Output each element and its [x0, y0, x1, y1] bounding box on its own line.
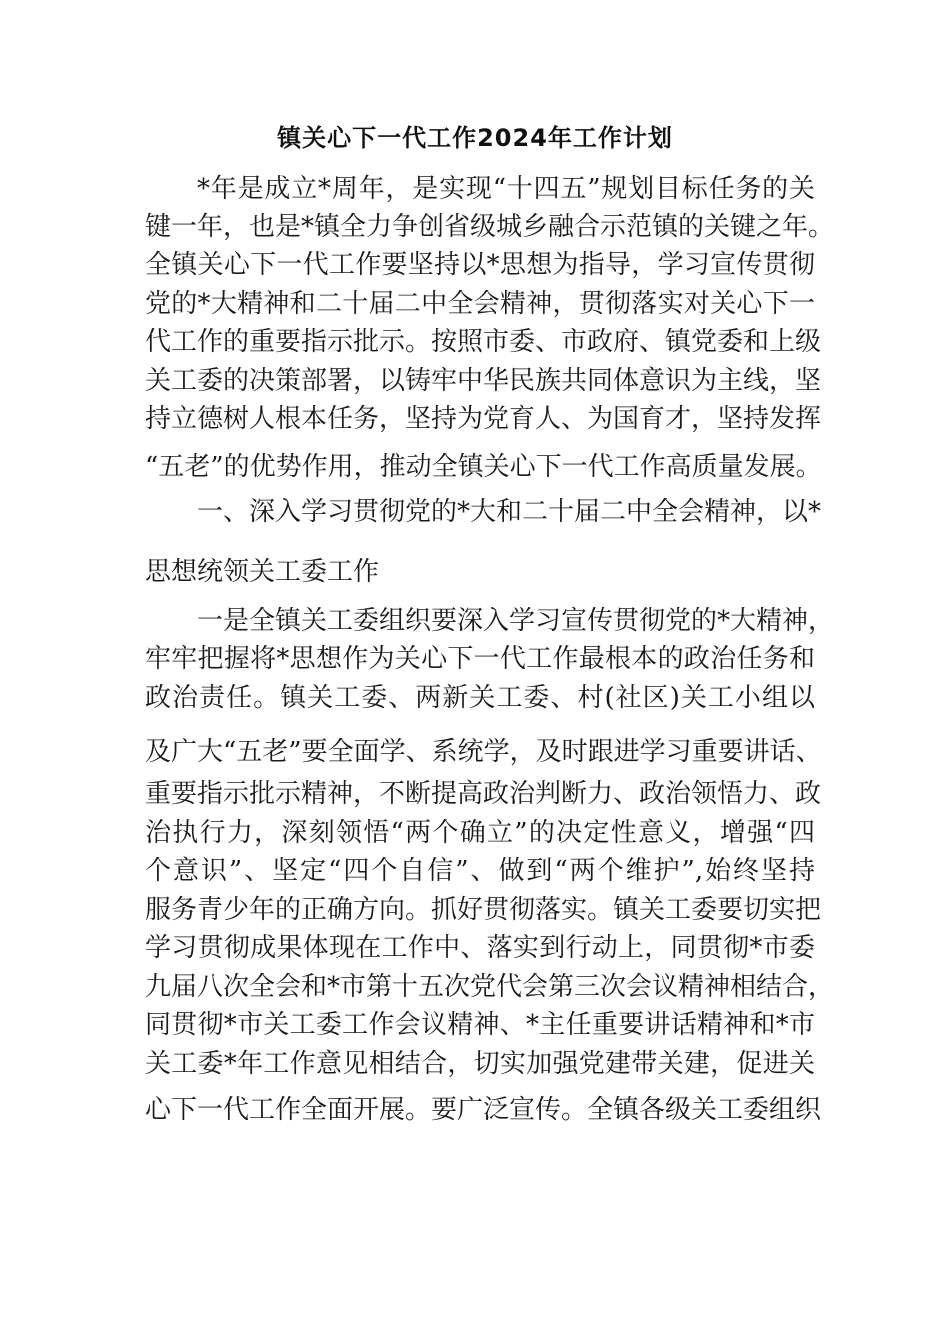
document-title: 镇关心下一代工作2024年工作计划 [277, 124, 673, 152]
section-heading-line: 一、深入学习贯彻党的*大和二十届二中全会精神，以* [197, 497, 822, 527]
paragraph-line: 牢牢把握将*思想作为关心下一代工作最根本的政治任务和 [145, 644, 815, 674]
paragraph-line: 心下一代工作全面开展。要广泛宣传。全镇各级关工委组织 [145, 1095, 822, 1125]
paragraph-line: 党的*大精神和二十届二中全会精神，贯彻落实对关心下一 [145, 289, 815, 319]
paragraph-line: *年是成立*周年，是实现“十四五”规划目标任务的关 [197, 174, 815, 204]
paragraph-line: 服务青少年的正确方向。抓好贯彻落实。镇关工委要切实把 [145, 895, 822, 925]
paragraph-line: 学习贯彻成果体现在工作中、落实到行动上，同贯彻*市委 [145, 933, 815, 963]
paragraph-line: 个意识”、坚定“四个自信”、做到“两个维护”,始终坚持 [145, 856, 815, 886]
paragraph-line: 键一年，也是*镇全力争创省级城乡融合示范镇的关键之年。 [145, 212, 835, 242]
paragraph-line: 代工作的重要指示批示。按照市委、市政府、镇党委和上级 [145, 327, 822, 357]
paragraph-line: 同贯彻*市关工委工作会议精神、*主任重要讲话精神和*市 [145, 1010, 815, 1040]
section-heading-line: 思想统领关工委工作 [145, 557, 380, 587]
paragraph-line: 治执行力，深刻领悟“两个确立”的决定性意义，增强“四 [145, 818, 815, 848]
paragraph-line: 重要指示批示精神，不断提高政治判断力、政治领悟力、政 [145, 779, 822, 809]
paragraph-line: 持立德树人根本任务，坚持为党育人、为国育才，坚持发挥 [145, 404, 822, 434]
paragraph-line: 一是全镇关工委组织要深入学习宣传贯彻党的*大精神， [197, 606, 835, 636]
paragraph-line: 全镇关心下一代工作要坚持以*思想为指导，学习宣传贯彻 [145, 250, 815, 280]
paragraph-line: “五老”的优势作用，推动全镇关心下一代工作高质量发展。 [145, 452, 822, 482]
paragraph-line: 及广大“五老”要全面学、系统学，及时跟进学习重要讲话、 [145, 737, 822, 767]
paragraph-line: 九届八次全会和*市第十五次党代会第三次会议精神相结合， [145, 972, 835, 1002]
paragraph-line: 关工委*年工作意见相结合，切实加强党建带关建，促进关 [145, 1049, 815, 1079]
paragraph-line: 政治责任。镇关工委、两新关工委、村(社区)关工小组以 [145, 683, 815, 713]
paragraph-line: 关工委的决策部署，以铸牢中华民族共同体意识为主线，坚 [145, 366, 822, 396]
